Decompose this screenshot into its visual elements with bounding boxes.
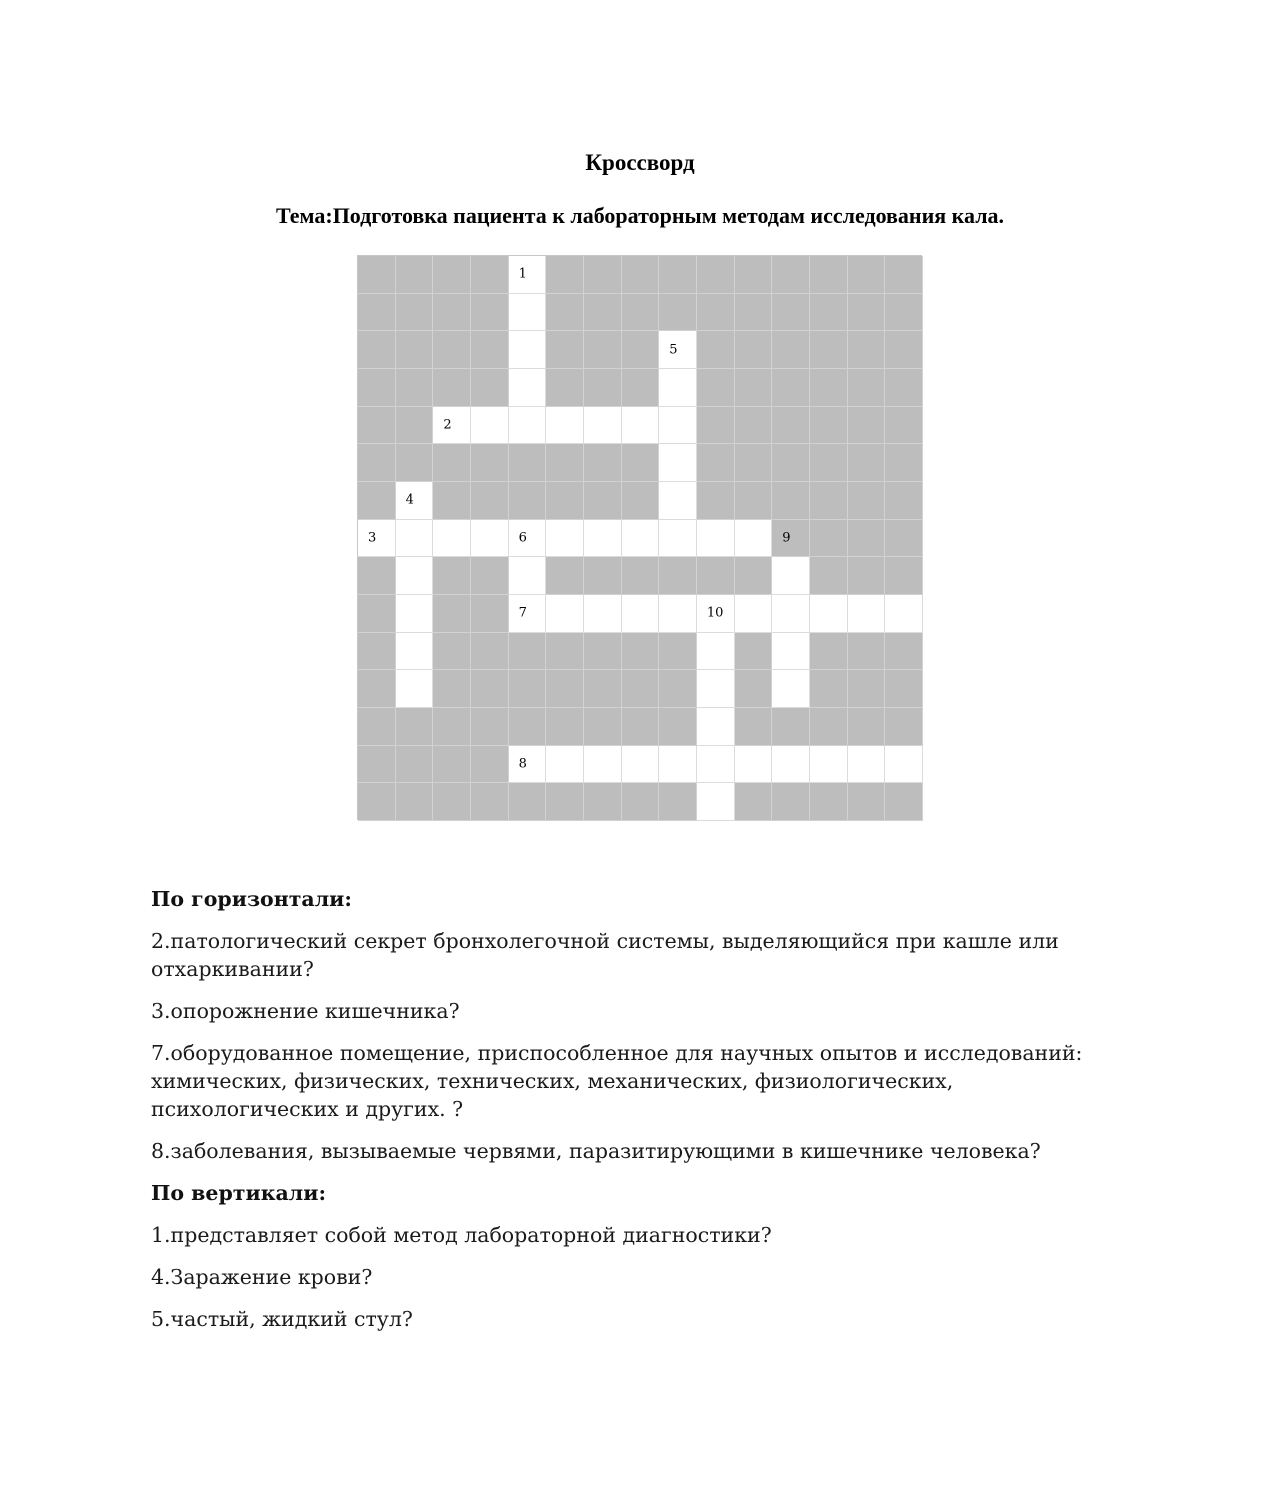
crossword-cell-open[interactable] [471,407,509,445]
crossword-number: 1 [518,266,527,282]
crossword-cell-blocked [885,708,923,746]
crossword-cell-open[interactable] [396,557,434,595]
crossword-cell-blocked [810,256,848,294]
crossword-cell-blocked [772,331,810,369]
crossword-cell-blocked [509,708,547,746]
crossword-cell-blocked [735,708,773,746]
crossword-cell-blocked [509,783,547,821]
crossword-cell-open[interactable] [546,407,584,445]
crossword-cell-blocked [848,369,886,407]
crossword-cell-blocked [885,407,923,445]
crossword-cell-blocked [433,595,471,633]
crossword-number: 7 [518,605,527,621]
down-heading: По вертикали: [151,1181,327,1205]
crossword-cell-open[interactable] [659,331,697,369]
crossword-cell-blocked [810,407,848,445]
crossword-cell-open[interactable] [697,783,735,821]
across-clue-2: 2.патологический секрет бронхолегочной системы, выделяющийся при кашле или отхаркивании? [151,929,1059,981]
crossword-cell-blocked [546,708,584,746]
crossword-number: 4 [405,492,414,508]
crossword-cell-blocked [810,708,848,746]
crossword-cell-blocked [659,256,697,294]
crossword-cell-open[interactable] [509,369,547,407]
crossword-cell-blocked [622,294,660,332]
crossword-cell-blocked [471,746,509,784]
crossword-cell-blocked [810,369,848,407]
crossword-cell-blocked [471,294,509,332]
crossword-cell-blocked [433,746,471,784]
crossword-cell-blocked [396,256,434,294]
crossword-cell-open[interactable] [659,482,697,520]
crossword-cell-blocked [885,520,923,558]
crossword-cell-blocked [848,557,886,595]
crossword-cell-blocked [772,708,810,746]
crossword-cell-open[interactable] [772,746,810,784]
across-clue-7: 7.оборудованное помещение, приспособленное для научных опытов и исследований: химических, физических, технических, механических, физиологических, психологических и других. ? [151,1041,1083,1121]
crossword-cell-blocked [735,407,773,445]
crossword-cell-blocked [772,482,810,520]
crossword-cell-blocked [396,708,434,746]
crossword-cell-open[interactable] [659,444,697,482]
crossword-cell-blocked [697,444,735,482]
crossword-cell-blocked [735,557,773,595]
crossword-cell-open[interactable] [509,557,547,595]
crossword-cell-open[interactable] [509,595,547,633]
crossword-cell-blocked [622,633,660,671]
crossword-cell-blocked [584,557,622,595]
crossword-number: 2 [443,417,452,433]
crossword-cell-open[interactable] [546,746,584,784]
down-clue-5: 5.частый, жидкий стул? [151,1307,413,1331]
crossword-cell-open[interactable] [622,407,660,445]
crossword-cell-open[interactable] [433,407,471,445]
crossword-cell-blocked [810,670,848,708]
crossword-cell-blocked [810,444,848,482]
crossword-cell-blocked [885,369,923,407]
crossword-cell-blocked [772,783,810,821]
crossword-cell-blocked [697,256,735,294]
crossword-cell-blocked [471,783,509,821]
crossword-cell-blocked [735,482,773,520]
crossword-cell-blocked [810,482,848,520]
crossword-cell-blocked [735,783,773,821]
crossword-cell-open[interactable] [622,595,660,633]
crossword-cell-open[interactable] [697,708,735,746]
crossword-cell-open[interactable] [471,520,509,558]
crossword-cell-blocked [546,482,584,520]
crossword-number: 6 [518,530,527,546]
crossword-cell-blocked [810,557,848,595]
crossword-cell-blocked [358,670,396,708]
crossword-cell-blocked [358,595,396,633]
crossword-cell-open[interactable] [659,595,697,633]
crossword-cell-open[interactable] [509,331,547,369]
crossword-cell-blocked [396,331,434,369]
down-clue-1: 1.представляет собой метод лабораторной диагностики? [151,1223,772,1247]
crossword-cell-open[interactable] [697,670,735,708]
crossword-grid [357,255,922,820]
crossword-cell-blocked [735,670,773,708]
crossword-cell-blocked [471,557,509,595]
crossword-cell-open[interactable] [659,369,697,407]
crossword-cell-blocked [772,520,810,558]
crossword-cell-blocked [848,482,886,520]
clues-section [151,885,1141,1347]
crossword-cell-blocked [659,294,697,332]
crossword-cell-blocked [772,256,810,294]
crossword-cell-blocked [546,783,584,821]
crossword-cell-blocked [358,708,396,746]
crossword-cell-blocked [358,294,396,332]
across-clue-3: 3.опорожнение кишечника? [151,999,460,1023]
crossword-cell-blocked [810,633,848,671]
crossword-cell-blocked [396,444,434,482]
crossword-cell-blocked [697,557,735,595]
crossword-cell-open[interactable] [697,595,735,633]
crossword-cell-blocked [772,294,810,332]
crossword-cell-open[interactable] [509,294,547,332]
crossword-cell-blocked [848,444,886,482]
crossword-cell-open[interactable] [396,633,434,671]
crossword-cell-open[interactable] [396,670,434,708]
crossword-cell-open[interactable] [546,595,584,633]
crossword-cell-open[interactable] [848,595,886,633]
crossword-cell-open[interactable] [772,633,810,671]
crossword-cell-blocked [848,783,886,821]
crossword-cell-blocked [735,444,773,482]
crossword-cell-open[interactable] [735,746,773,784]
crossword-cell-blocked [509,482,547,520]
crossword-cell-blocked [659,557,697,595]
crossword-cell-blocked [735,369,773,407]
crossword-cell-blocked [433,256,471,294]
crossword-cell-open[interactable] [885,746,923,784]
crossword-cell-blocked [885,331,923,369]
crossword-cell-blocked [848,294,886,332]
crossword-cell-open[interactable] [509,746,547,784]
crossword-cell-blocked [509,670,547,708]
crossword-number: 3 [368,530,377,546]
crossword-cell-blocked [622,670,660,708]
crossword-cell-blocked [885,633,923,671]
across-heading: По горизонтали: [151,887,352,911]
crossword-cell-blocked [584,369,622,407]
crossword-cell-blocked [885,783,923,821]
crossword-cell-blocked [848,708,886,746]
crossword-cell-blocked [885,482,923,520]
crossword-number: 8 [518,756,527,772]
crossword-cell-blocked [471,595,509,633]
crossword-cell-blocked [885,670,923,708]
crossword-cell-blocked [848,331,886,369]
crossword-cell-open[interactable] [622,746,660,784]
page-title: Кроссворд [585,150,695,175]
crossword-cell-open[interactable] [584,407,622,445]
crossword-cell-blocked [885,294,923,332]
crossword-cell-blocked [546,256,584,294]
crossword-cell-blocked [433,331,471,369]
crossword-cell-open[interactable] [697,746,735,784]
crossword-cell-open[interactable] [848,746,886,784]
crossword-cell-blocked [584,633,622,671]
crossword-cell-blocked [546,557,584,595]
crossword-cell-blocked [810,294,848,332]
crossword-cell-blocked [433,633,471,671]
crossword-cell-blocked [433,482,471,520]
crossword-cell-blocked [810,331,848,369]
crossword-number: 10 [706,605,724,621]
crossword-cell-open[interactable] [810,595,848,633]
crossword-cell-blocked [848,407,886,445]
crossword-cell-open[interactable] [772,595,810,633]
crossword-cell-blocked [396,407,434,445]
across-clue-8: 8.заболевания, вызываемые червями, паразитирующими в кишечнике человека? [151,1139,1041,1163]
down-clue-4: 4.Заражение крови? [151,1265,373,1289]
crossword-cell-blocked [471,444,509,482]
crossword-cell-blocked [358,256,396,294]
crossword-cell-blocked [546,444,584,482]
crossword-cell-blocked [885,256,923,294]
crossword-cell-blocked [885,557,923,595]
crossword-cell-open[interactable] [697,633,735,671]
crossword-cell-blocked [546,633,584,671]
crossword-cell-blocked [433,670,471,708]
crossword-cell-blocked [697,294,735,332]
crossword-cell-blocked [659,783,697,821]
crossword-cell-open[interactable] [659,520,697,558]
crossword-cell-blocked [358,557,396,595]
crossword-cell-blocked [735,633,773,671]
crossword-cell-blocked [584,783,622,821]
crossword-cell-blocked [433,369,471,407]
crossword-cell-open[interactable] [396,520,434,558]
crossword-cell-blocked [772,444,810,482]
crossword-cell-open[interactable] [772,670,810,708]
crossword-cell-blocked [358,444,396,482]
crossword-cell-open[interactable] [584,520,622,558]
crossword-cell-blocked [885,444,923,482]
crossword-cell-blocked [622,444,660,482]
crossword-cell-blocked [471,670,509,708]
crossword-cell-blocked [584,708,622,746]
crossword-cell-blocked [471,256,509,294]
crossword-cell-blocked [433,557,471,595]
crossword-cell-open[interactable] [885,595,923,633]
crossword-cell-blocked [848,633,886,671]
crossword-cell-blocked [358,369,396,407]
crossword-cell-open[interactable] [810,746,848,784]
crossword-cell-blocked [546,670,584,708]
crossword-cell-open[interactable] [735,595,773,633]
crossword-cell-blocked [509,633,547,671]
crossword-cell-blocked [396,746,434,784]
crossword-cell-blocked [697,482,735,520]
crossword-cell-open[interactable] [697,520,735,558]
crossword-cell-blocked [622,783,660,821]
crossword-cell-blocked [659,670,697,708]
crossword-cell-blocked [358,783,396,821]
crossword-cell-blocked [509,444,547,482]
crossword-cell-blocked [471,633,509,671]
crossword-number: 9 [782,530,791,546]
crossword-cell-open[interactable] [509,407,547,445]
crossword-cell-blocked [622,482,660,520]
crossword-cell-blocked [584,256,622,294]
crossword-cell-blocked [471,369,509,407]
crossword-cell-blocked [396,783,434,821]
crossword-cell-blocked [546,369,584,407]
crossword-cell-blocked [584,444,622,482]
crossword-cell-blocked [546,294,584,332]
crossword-cell-open[interactable] [772,557,810,595]
crossword-cell-blocked [735,294,773,332]
crossword-cell-blocked [659,633,697,671]
crossword-cell-open[interactable] [509,256,547,294]
crossword-cell-open[interactable] [659,746,697,784]
crossword-cell-blocked [358,331,396,369]
crossword-cell-blocked [735,331,773,369]
crossword-cell-blocked [772,407,810,445]
crossword-cell-blocked [810,783,848,821]
crossword-cell-blocked [471,708,509,746]
crossword-cell-open[interactable] [396,482,434,520]
crossword-cell-open[interactable] [546,520,584,558]
crossword-cell-blocked [433,783,471,821]
crossword-cell-blocked [735,256,773,294]
crossword-cell-blocked [772,369,810,407]
crossword-cell-open[interactable] [735,520,773,558]
crossword-cell-open[interactable] [396,595,434,633]
crossword-cell-blocked [622,369,660,407]
crossword-cell-blocked [697,407,735,445]
crossword-cell-blocked [848,256,886,294]
crossword-cell-blocked [659,708,697,746]
crossword-number: 5 [669,342,678,358]
crossword-cell-blocked [622,557,660,595]
crossword-cell-blocked [622,256,660,294]
crossword-cell-blocked [584,331,622,369]
crossword-cell-open[interactable] [584,595,622,633]
crossword-cell-open[interactable] [622,520,660,558]
crossword-cell-blocked [848,670,886,708]
crossword-cell-blocked [810,520,848,558]
crossword-cell-blocked [358,482,396,520]
crossword-cell-blocked [471,482,509,520]
crossword-cell-open[interactable] [584,746,622,784]
crossword-cell-open[interactable] [433,520,471,558]
crossword-cell-blocked [358,746,396,784]
crossword-cell-blocked [433,444,471,482]
crossword-cell-blocked [584,670,622,708]
crossword-cell-blocked [622,331,660,369]
page-subtitle: Тема:Подготовка пациента к лабораторным методам исследования кала. [275,203,1005,228]
crossword-cell-open[interactable] [509,520,547,558]
crossword-cell-open[interactable] [659,407,697,445]
crossword-cell-blocked [433,294,471,332]
crossword-cell-blocked [358,633,396,671]
crossword-cell-blocked [433,708,471,746]
crossword-cell-open[interactable] [358,520,396,558]
crossword-cell-blocked [358,407,396,445]
crossword-cell-blocked [396,294,434,332]
crossword-cell-blocked [546,331,584,369]
crossword-cell-blocked [697,331,735,369]
crossword-cell-blocked [848,520,886,558]
crossword-cell-blocked [471,331,509,369]
crossword-cell-blocked [584,482,622,520]
crossword-cell-blocked [697,369,735,407]
crossword-cell-blocked [396,369,434,407]
crossword-cell-blocked [622,708,660,746]
crossword-cell-blocked [584,294,622,332]
